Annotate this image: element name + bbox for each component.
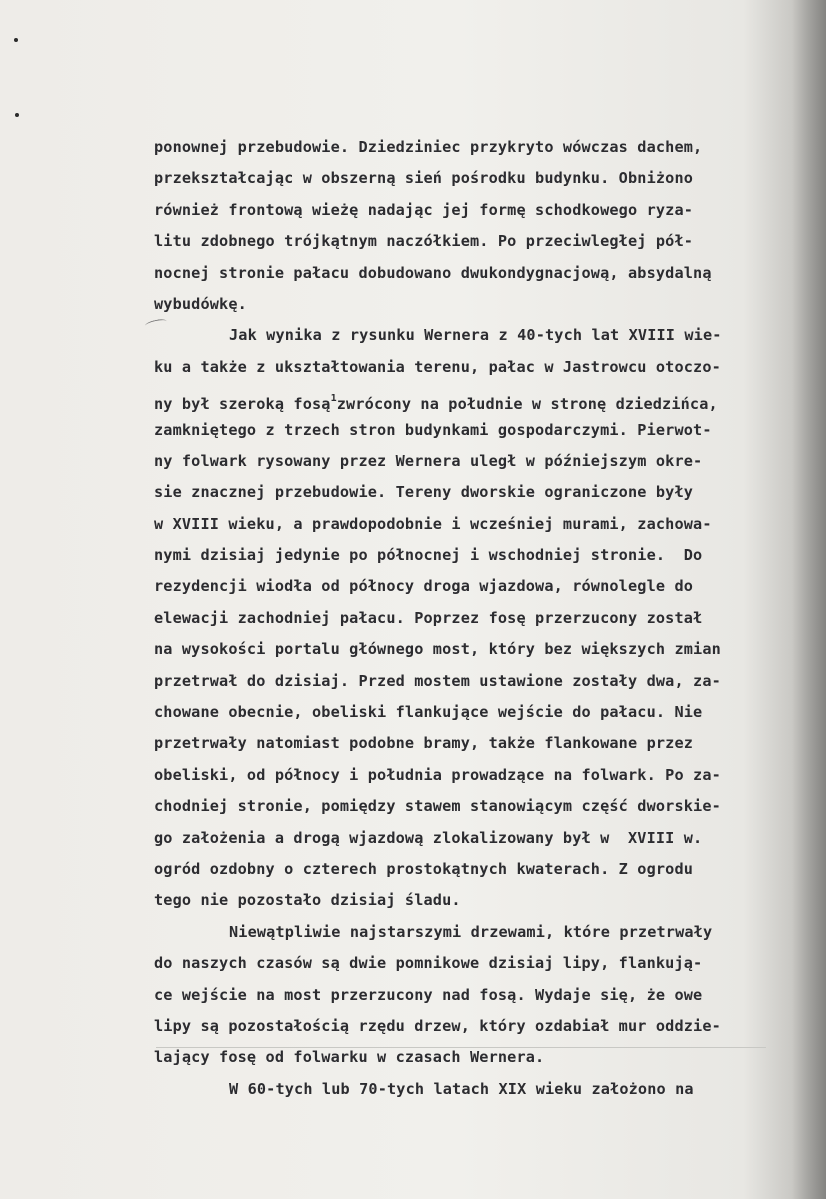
- text-line: przekształcając w obszerną sień pośrodku budynku. Obniżono: [154, 169, 694, 188]
- text-line: lipy są pozostałością rzędu drzew, który ozdabiał mur oddzie-: [154, 1016, 721, 1035]
- typewritten-text: [154, 132, 774, 1105]
- footnote-marker: 1: [330, 393, 337, 405]
- text-line: nymi dzisiaj jedynie po północnej i wschodniej stronie. Do: [154, 546, 703, 565]
- text-line: lający fosę od folwarku w czasach Wernera.: [154, 1048, 545, 1067]
- text-line: nocnej stronie pałacu dobudowano dwukondygnacjową, absydalną: [154, 263, 712, 282]
- text-line: chodniej stronie, pomiędzy stawem stanowiącym część dworskie-: [154, 797, 721, 816]
- text-line: W 60-tych lub 70-tych latach XIX wieku założono na: [229, 1079, 694, 1098]
- paragraph-3: [154, 917, 774, 1074]
- text-line: na wysokości portalu głównego most, który bez większych zmian: [154, 640, 721, 659]
- text-line: rezydencji wiodła od północy droga wjazdowa, równolegle do: [154, 577, 694, 596]
- paragraph-4: [154, 1074, 774, 1105]
- text-line: do naszych czasów są dwie pomnikowe dzisiaj lipy, flankują-: [154, 954, 703, 973]
- text-line: go założenia a drogą wjazdową zlokalizowany był w XVIII w.: [154, 828, 703, 847]
- text-line: Niewątpliwie najstarszymi drzewami, które przetrwały: [229, 922, 713, 941]
- text-line: wybudówkę.: [154, 294, 247, 313]
- text-line: w XVIII wieku, a prawdopodobnie i wcześniej murami, zachowa-: [154, 514, 712, 533]
- text-line: zamkniętego z trzech stron budynkami gospodarczymi. Pierwot-: [154, 420, 712, 439]
- text-line: elewacji zachodniej pałacu. Poprzez fosę przerzucony został: [154, 608, 703, 627]
- paragraph-2: [154, 320, 774, 916]
- text-line: chowane obecnie, obeliski flankujące wejście do pałacu. Nie: [154, 703, 703, 722]
- text-segment: zwrócony na południe w stronę dziedzińca,: [336, 395, 718, 414]
- faint-rule-line: [156, 1047, 766, 1048]
- punch-hole-mark-bottom: [15, 113, 19, 117]
- punch-hole-mark-top: [14, 38, 18, 42]
- text-line: ponownej przebudowie. Dziedziniec przykryto wówczas dachem,: [154, 138, 703, 156]
- text-segment: ny był szeroką fosą: [154, 395, 331, 414]
- text-line: ogród ozdobny o czterech prostokątnych kwaterach. Z ogrodu: [154, 859, 694, 878]
- text-line: ku a także z ukształtowania terenu, pałac w Jastrowcu otoczo-: [154, 357, 721, 376]
- scan-edge-shadow: [792, 0, 826, 1199]
- text-line: litu zdobnego trójkątnym naczółkiem. Po przeciwległej pół-: [154, 232, 694, 251]
- text-line: ny folwark rysowany przez Wernera uległ w późniejszym okre-: [154, 451, 703, 470]
- text-line: przetrwały natomiast podobne bramy, także flankowane przez: [154, 734, 694, 753]
- text-line-with-footnote: [154, 383, 774, 414]
- paragraph-1: [154, 132, 774, 320]
- text-line: również frontową wieżę nadając jej formę schodkowego ryza-: [154, 200, 694, 219]
- text-line: ce wejście na most przerzucony nad fosą. Wydaje się, że owe: [154, 985, 703, 1004]
- text-line: tego nie pozostało dzisiaj śladu.: [154, 891, 461, 910]
- text-line: przetrwał do dzisiaj. Przed mostem ustawione zostały dwa, za-: [154, 671, 721, 690]
- text-line: Jak wynika z rysunku Wernera z 40-tych lat XVIII wie-: [229, 326, 722, 345]
- text-line: obeliski, od północy i południa prowadzące na folwark. Po za-: [154, 765, 721, 784]
- text-line: sie znacznej przebudowie. Tereny dworskie ograniczone były: [154, 483, 694, 502]
